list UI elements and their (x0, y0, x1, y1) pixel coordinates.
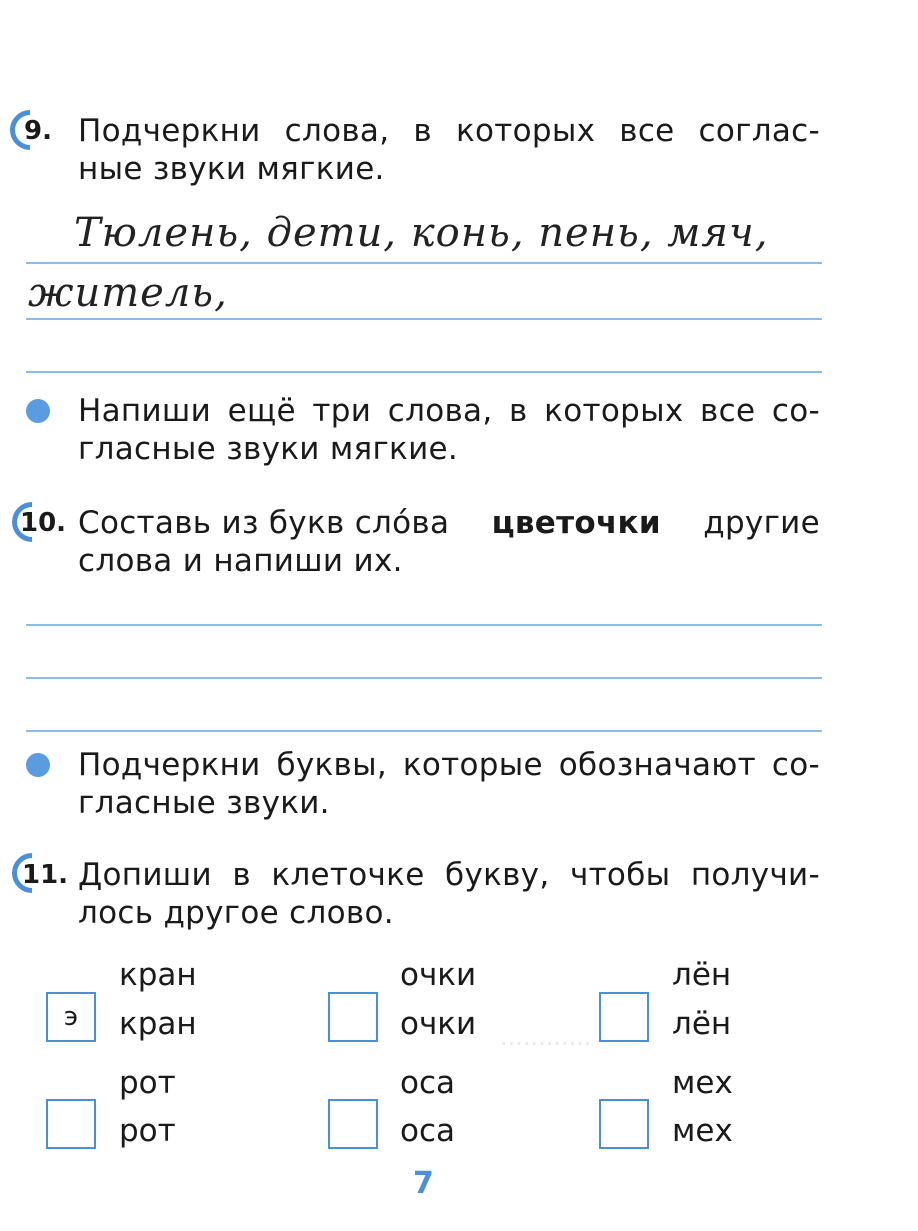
writing-rule-5 (26, 677, 822, 679)
task10-text-line2: слова и напиши их. (78, 543, 403, 579)
writing-rule-4 (26, 624, 822, 626)
task9-text-line2: ные звуки мягкие. (78, 151, 385, 187)
task10-text-line1 (78, 504, 820, 542)
letter-box-meh[interactable] (599, 1099, 649, 1149)
bullet2-text-line2: гласные звуки. (78, 785, 330, 821)
handwriting-line2: житель, (28, 270, 228, 316)
task10-line1-bold: цветочки (491, 505, 661, 541)
letter-box-kran[interactable]: э (46, 992, 96, 1042)
page-number: 7 (413, 1166, 434, 1201)
word-kran-top: кран (119, 957, 197, 993)
bullet2-text-line1: Подчеркни буквы, которые обозначают со- (78, 747, 820, 783)
word-ochki-bottom: очки (400, 1006, 477, 1042)
task10-line1-prefix: Составь из букв слóва (78, 505, 450, 541)
bullet1-text-line1: Напиши ещё три слова, в которых все со- (78, 393, 820, 429)
word-osa-top: оса (400, 1065, 456, 1101)
task9-number: 9. (24, 116, 52, 146)
word-lyon-bottom: лён (672, 1006, 732, 1042)
letter-box-osa[interactable] (328, 1099, 378, 1149)
task11-text-line1: Допиши в клеточке букву, чтобы получи- (78, 857, 820, 893)
word-lyon-top: лён (672, 957, 732, 993)
letter-box-lyon[interactable] (599, 992, 649, 1042)
bleed-through: ············ (500, 1030, 592, 1058)
task11-text-line2: лось другое слово. (78, 895, 394, 931)
writing-rule-1 (26, 262, 822, 264)
task11-number: 11. (22, 860, 69, 890)
word-rot-top: рот (119, 1065, 176, 1101)
word-meh-top: мех (672, 1065, 733, 1101)
word-osa-bottom: оса (400, 1113, 456, 1149)
word-meh-bottom: мех (672, 1113, 733, 1149)
task9-text-line1: Подчеркни слова, в которых все соглас- (78, 113, 820, 149)
bullet1-text-line2: гласные звуки мягкие. (78, 431, 459, 467)
word-kran-bottom: кран (119, 1006, 197, 1042)
writing-rule-2 (26, 318, 822, 320)
bullet-dot-icon (26, 753, 50, 777)
task10-number: 10. (20, 508, 67, 538)
letter-box-rot[interactable] (46, 1099, 96, 1149)
word-rot-bottom: рот (119, 1113, 176, 1149)
word-ochki-top: очки (400, 957, 477, 993)
letter-box-ochki[interactable] (328, 992, 378, 1042)
writing-rule-6 (26, 730, 822, 732)
task10-line1-suffix: другие (703, 505, 820, 541)
bullet-dot-icon (26, 399, 50, 423)
handwriting-line1: Тюлень, дети, конь, пень, мяч, (74, 210, 769, 256)
writing-rule-3 (26, 371, 822, 373)
